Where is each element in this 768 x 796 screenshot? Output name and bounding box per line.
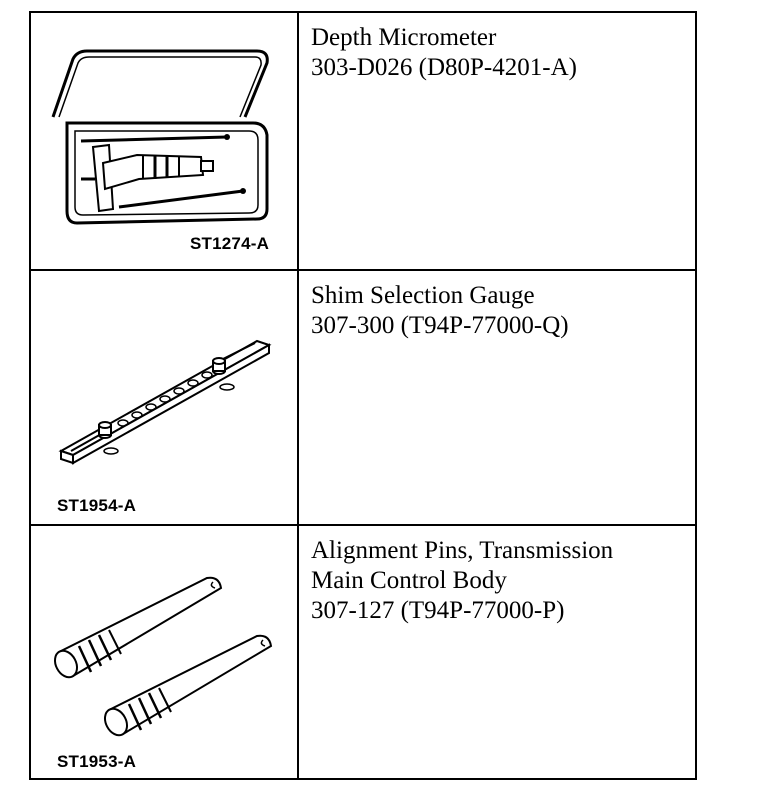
tool-name: Shim Selection Gauge (311, 282, 535, 309)
illustration-cell (31, 271, 297, 524)
tool-description (311, 23, 577, 83)
table-row (31, 271, 695, 524)
illustration-code: ST1274-A (190, 234, 270, 253)
tool-number: 303-D026 (D80P-4201-A) (311, 54, 577, 81)
alignment-pins-icon (31, 526, 297, 778)
tool-number: 307-300 (T94P-77000-Q) (311, 312, 569, 339)
shim-selection-gauge-icon (31, 271, 297, 524)
tool-name-line-1: Alignment Pins, Transmission (311, 537, 614, 564)
special-tools-table (29, 11, 697, 780)
tool-number: 307-127 (T94P-77000-P) (311, 597, 565, 624)
illustration-cell (31, 13, 297, 269)
tool-name-line-2: Main Control Body (311, 567, 507, 594)
tool-name: Depth Micrometer (311, 24, 497, 51)
tool-description (311, 536, 613, 626)
illustration-cell (31, 526, 297, 778)
depth-micrometer-in-case-icon (31, 13, 297, 269)
table-row (31, 13, 695, 269)
tool-description (311, 281, 569, 341)
table-row (31, 526, 695, 778)
illustration-code: ST1954-A (57, 496, 137, 515)
illustration-code: ST1953-A (57, 752, 137, 771)
